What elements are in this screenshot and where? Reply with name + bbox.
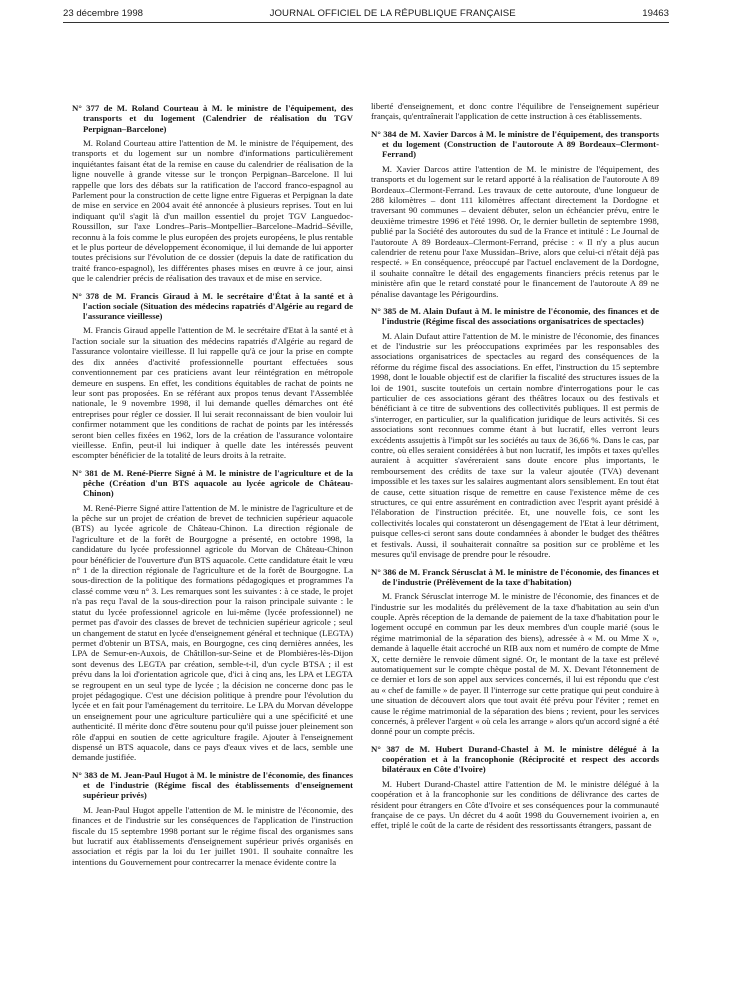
- question-385: [371, 306, 659, 560]
- question-377: [72, 103, 353, 284]
- question-body: liberté d'enseignement, et donc contre l'équilibre de l'enseignement supérieur français, qu'entraînerait l'application de cette instruction à ces établissements.: [371, 101, 659, 122]
- question-378: [72, 291, 353, 461]
- question-body: M. Jean-Paul Hugot appelle l'attention de M. le ministre de l'économie, des finances et de l'industrie sur les conséquences de l'application de l'instruction fiscale du 15 septembre 1998 portant sur le régime fiscal des organismes sans but lucratif aux établissements d'enseignement supérieur privés organisés en association et régis par la loi du 1er juillet 1901. Il souhaite connaître les intentions du Gouvernement pour contrecarrer la menace évidente contre la: [72, 804, 353, 867]
- question-body: M. René-Pierre Signé attire l'attention de M. le ministre de l'agriculture et de la pêche sur un projet de création de brevet de technicien supérieur aquacole (BTS) au lycée agricole de Château-Chinon. La direction régionale de l'agriculture et de la forêt de Bourgogne a présenté, en octobre 1998, la candidature du lycée professionnel agricole du Morvan de Château-Chinon pour bénéficier de l'ouverture d'un BTS aquacole. Cette candidature était le vœu n° 1 de la direction régionale de l'agriculture et de la forêt de Bourgogne. La sous-direction de la politique des formations pédagogiques et programmes l'a classé comme vœu n° 3. Les remarques sont les suivantes : à ce stade, le projet n'a pas reçu l'aval de la sous-direction pour la raison principale suivante : le statut du lycée professionnel agricole en lui-même (lycée professionnel) ne permet pas d'avoir des classes de brevet de technicien supérieur agricole ; seul un changement de statut en lycée d'enseignement général et technique (LEGTA) permet d'obtenir un BTSA, mais, en Bourgogne, ces cinq dernières années, les LPA de Semur-en-Auxois, de Châtillon-sur-Seine et de Plombières-lès-Dijon sont devenus des LEGTA par création, semble-t-il, d'un cycle BTSA ; il est prévu dans la loi d'orientation agricole que, d'ici à cinq ans, les LPA et LEGTA se regroupent en un seul type de lycée ; la décision ne concerne donc pas le projet pédagogique. C'est une décision politique à prendre pour l'évolution du lycée et en fait pour l'aménagement du territoire. Le LPA du Morvan développe un enseignement pour une agriculture particulière qui a une spécificité et une authenticité. Il mérite donc d'être soutenu pour qu'il puisse jouer pleinement son rôle d'appui en soutien de cette agriculture fragile. Ajouter à l'enseignement dispensé un BTS aquacole, dans ce pays d'eaux vives et de lacs, semble une demande justifiée.: [72, 502, 353, 763]
- page-number: 19463: [642, 8, 669, 19]
- question-body: M. Xavier Darcos attire l'attention de M. le ministre de l'équipement, des transports et du logement sur le retard apporté à la réalisation de l'autoroute A 89 Bordeaux–Clermont-Ferrand. Les travaux de cette autoroute, d'une longueur de 288 kilomètres – dont 111 kilomètres affectant directement la Dordogne et traversant 90 communes – devaient débuter, selon un échéancier prévu, entre le deuxième trimestre 1996 et l'été 1998. Or, le dernier bulletin de septembre 1998, publié par la Société des autoroutes du sud de la France et intitulé : Le Journal de l'autoroute A 89 Bordeaux–Clermont-Ferrand, précise : « Il n'y a plus aucun calendrier de retenu pour l'axe Mussidan–Brive, alors que celui-ci n'était déjà pas respecté. » En conséquence, préoccupé par l'actuel enclavement de la Dordogne, il souhaite connaître le détail des engagements financiers précis retenus par le ministère afin que le retard constaté pour le financement de l'autoroute A 89 ne pénalise davantage les Périgourdins.: [371, 163, 659, 299]
- question-heading: N° 385 de M. Alain Dufaut à M. le ministre de l'économie, des finances et de l'industrie (Régime fiscal des associations organisatrices de spectacles): [371, 305, 659, 327]
- question-body: M. Franck Sérusclat interroge M. le ministre de l'économie, des finances et de l'industrie sur les modalités du prélèvement de la taxe d'habitation au sein d'un couple. Après réception de la demande de paiement de la taxe d'habitation pour le logement occupé en commun par les deux membres d'un couple marié (sous le régime matrimonial de la séparation des biens), adressée à « M. ou Mme X », demande à laquelle était accroché un RIB aux nom et numéro de compte de Mme X, cette dernière le renvoie dûment signé. Or, le montant de la taxe est prélevé automatiquement sur le compte chèque postal de M. X. Devant l'étonnement de ce dernier et lors de son appel aux services concernés, il lui est répondu que c'est au « chef de famille » de payer. Il l'interroge sur cette pratique qui peut conduire à une situation de découvert alors que tout avait été prévu pour l'éviter ; remet en cause le régime matrimonial de la séparation des biens ; revient, pour les services concernés, à prélever l'argent « où cela les arrange » alors qu'un accord signé a été donné pour un compte précis.: [371, 591, 659, 737]
- header-date: 23 décembre 1998: [63, 8, 144, 19]
- question-body: M. Roland Courteau attire l'attention de M. le ministre de l'équipement, des transports et du logement sur un nombre d'informations particulièrement inquiétantes faisant état de la remise en cause du calendrier de réalisation de la ligne nouvelle à grande vitesse sur le tronçon Perpignan–Barcelone. Il lui rappelle que lors des débats sur la ratification de l'accord franco-espagnol au Parlement pour la construction de cette ligne entre Figueras et Perpignan la date de mise en service en 2004 avait été annoncée à plusieurs reprises. Tout en lui indiquant qu'il s'agit là d'un maillon essentiel du projet TGV Languedoc-Roussillon, sur l'axe Londres–Paris–Montpellier–Barcelone–Madrid–Séville, reconnu à la fois comme le plus européen des projets européens, le plus rentable et le plus porteur de développement économique, il lui demande de lui apporter toutes précisions sur l'évolution de ce dossier (depuis la date de ratification du traité franco-espagnol), les différentes phases mises en œuvre à ce jour, ainsi que le calendrier précis de réalisation des travaux et de mise en service.: [72, 137, 353, 284]
- question-384: [371, 129, 659, 299]
- question-body: M. Alain Dufaut attire l'attention de M. le ministre de l'économie, des finances et de l'industrie sur les préoccupations exprimées par les responsables des associations organisatrices de spectacles au regard des conséquences de la réforme du régime fiscal des associations. En effet, l'instruction du 15 septembre 1998, dont le louable objectif est de clarifier la fiscalité des structures issues de la loi de 1901, suscite toutefois un certain nombre d'interrogations pour le cas particulier de ces associations gérant des théâtres locaux ou des festivals et bénéficiant à ce titre de subventions des collectivités publiques. Il est permis de s'interroger, en particulier, sur la qualification juridique de leurs activités. Si ces associations sont reconnues comme étant à but lucratif, elles verront leurs excédents assujettis à l'impôt sur les sociétés au taux de 36,66 %. Dans le cas, par contre, où elles seraient considérées à but non lucratif, les impôts et taxes qu'elles auraient à acquitter s'avéreraient sans doute encore plus importants, le remboursement des crédits de taxe sur la valeur ajoutée (TVA) devenant impossible et les taxes sur les salaires augmentant alors sensiblement. En tout état de cause, cette situation risque de remettre en cause l'existence même de ces structures, ce qui entre assurément en contradiction avec l'esprit ayant présidé à l'élaboration de l'instruction précitée. Et, une nouvelle fois, ce sont les collectivités locales qui constateront un désengagement de l'Etat à leur détriment, puisque celles-ci seront sans doute condamnées à abonder le budget des théâtres et festivals. Aussi, il souhaiterait connaître sa position sur ce problème et les mesures qu'il envisage de prendre pour le résoudre.: [371, 330, 659, 560]
- question-387: [371, 744, 659, 831]
- question-heading: N° 381 de M. René-Pierre Signé à M. le ministre de l'agriculture et de la pêche (Création d'un BTS aquacole au lycée agricole de Château-Chinon): [72, 467, 353, 499]
- journal-title: JOURNAL OFFICIEL DE LA RÉPUBLIQUE FRANÇAISE: [269, 8, 516, 19]
- question-heading: N° 377 de M. Roland Courteau à M. le ministre de l'équipement, des transports et du logement (Calendrier de réalisation du TGV Perpignan–Barcelone): [72, 103, 353, 134]
- question-heading: N° 383 de M. Jean-Paul Hugot à M. le ministre de l'économie, des finances et de l'industrie (Régime fiscal des établissements d'enseignement supérieur privés): [72, 769, 353, 801]
- header-rule: [63, 22, 669, 23]
- question-386: [371, 567, 659, 737]
- question-body: M. Francis Giraud appelle l'attention de M. le secrétaire d'Etat à la santé et à l'action sociale sur la situation des médecins rapatriés d'Algérie au regard de l'assurance volontaire vieillesse. Il lui rappelle qu'à ce jour la prise en compte des dix années d'activité professionnelle pourtant effectuées sous conventionnement par ces praticiens avant leur réintégration en métropole demeure en suspens. En effet, les conditions équitables de rachat de points ne leur sont pas proposées. En se référant aux propos tenus devant l'Assemblée nationale, le 9 novembre 1998, il lui demande quelles démarches ont été entreprises pour régler ce dossier. Il lui serait reconnaissant de bien vouloir lui confirmer notamment que les conditions de rachat de points par les intéressés seront bien celles fixées en 1962, lors de la création de l'assurance volontaire vieillesse. Enfin, peut-il lui indiquer à quelle date les intéressés peuvent escompter bénéficier de la totalité de leurs droits à la retraite.: [72, 325, 353, 461]
- page-header: [63, 8, 669, 26]
- question-heading: N° 384 de M. Xavier Darcos à M. le ministre de l'équipement, des transports et du logement (Construction de l'autoroute A 89 Bordeaux–Clermont-Ferrand): [371, 128, 659, 160]
- question-381: [72, 468, 353, 763]
- question-383: [72, 770, 353, 867]
- left-column: [72, 103, 353, 874]
- question-heading: N° 378 de M. Francis Giraud à M. le secrétaire d'État à la santé et à l'action sociale (Situation des médecins rapatriés d'Algérie au regard de l'assurance vieillesse): [72, 290, 353, 322]
- question-heading: N° 386 de M. Franck Sérusclat à M. le ministre de l'économie, des finances et de l'industrie (Prélèvement de la taxe d'habitation): [371, 566, 659, 587]
- right-column: [371, 101, 659, 838]
- question-383-continued: [371, 101, 659, 122]
- question-heading: N° 387 de M. Hubert Durand-Chastel à M. le ministre délégué à la coopération et à la francophonie (Réciprocité et respect des accords bilatéraux en Côte d'Ivoire): [371, 743, 659, 775]
- question-body: M. Hubert Durand-Chastel attire l'attention de M. le ministre délégué à la coopération et à la francophonie sur les conditions de délivrance des cartes de résident pour étrangers en Côte d'Ivoire et ses conséquences pour la communauté française de ce pays. Un décret du 4 août 1998 du Gouvernement ivoirien a, en effet, triplé le coût de la carte de résident des ressortissants étrangers, passant de: [371, 778, 659, 831]
